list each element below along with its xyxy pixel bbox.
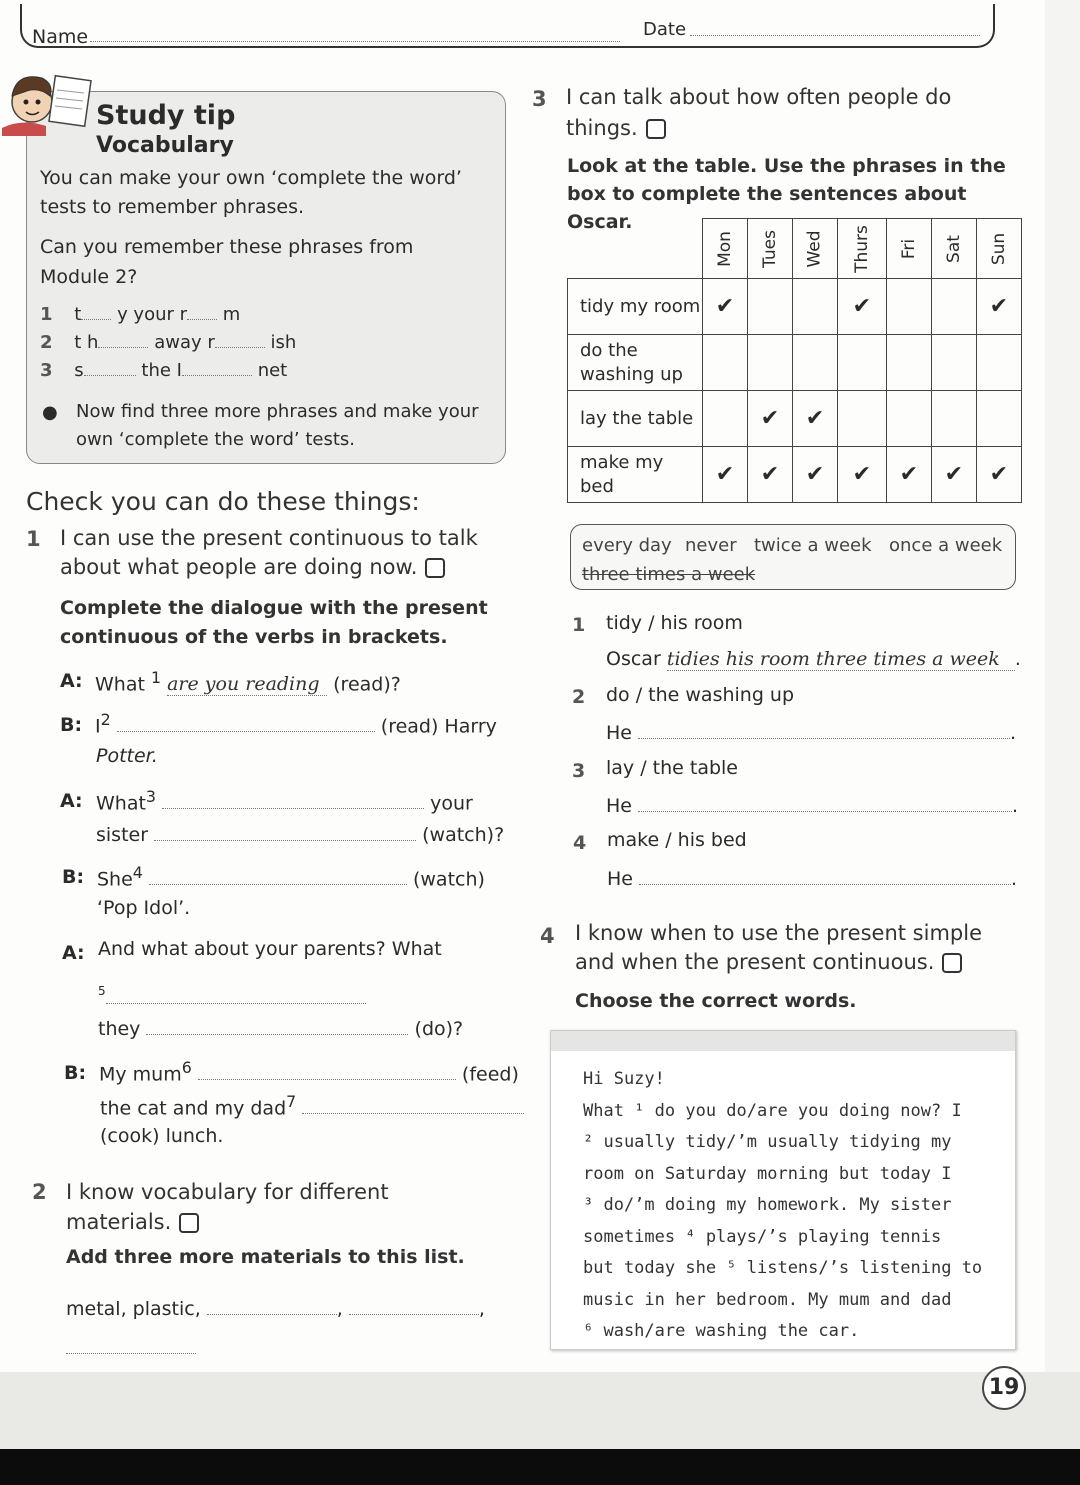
study-tip-item-1: 1 t y your r m <box>40 304 241 325</box>
empty-cell <box>886 335 931 391</box>
name-field[interactable] <box>90 24 620 42</box>
letter-line: ² usually tidy/’m usually tidying my <box>583 1132 952 1152</box>
dialogue-line-2-cont: Potter. <box>96 745 158 767</box>
speaker-a: A: <box>62 942 85 964</box>
sentence-2-field[interactable] <box>638 721 1010 739</box>
sentence-4-number: 4 <box>573 832 587 854</box>
empty-cell <box>976 391 1021 447</box>
activity-label: make my bed <box>568 447 703 503</box>
check-heading: Check you can do these things: <box>26 487 420 516</box>
scan-edge <box>0 1449 1080 1485</box>
letter-line: sometimes ⁴ plays/’s playing tennis <box>583 1226 942 1247</box>
blank[interactable] <box>187 319 217 320</box>
activity-label: lay the table <box>568 391 703 447</box>
day-mon: Mon <box>703 219 748 279</box>
tick-mark: ✔ <box>886 447 931 503</box>
answer-7-field[interactable] <box>302 1094 524 1114</box>
date-field[interactable] <box>690 18 980 36</box>
letter-line: ⁶ wash/are washing the car. <box>583 1321 860 1341</box>
table-row <box>568 279 1022 335</box>
day-tues: Tues <box>748 219 793 279</box>
day-sun: Sun <box>976 219 1021 279</box>
bullet-icon: ● <box>42 402 58 423</box>
blank[interactable] <box>98 347 148 348</box>
study-tip-bullet: Now find three more phrases and make your own ‘complete the word’ tests. <box>76 401 479 450</box>
tick-mark: ✔ <box>703 279 748 335</box>
section-4-instruction: Choose the correct words. <box>575 990 857 1012</box>
activity-label: tidy my room <box>568 279 703 335</box>
section-4-number: 4 <box>540 924 555 948</box>
answer-5-field[interactable] <box>106 984 366 1004</box>
dialogue-line-6: My mum$^6$ (feed) <box>99 1058 519 1086</box>
tick-mark: ✔ <box>931 447 976 503</box>
blank[interactable] <box>182 375 252 376</box>
day-thurs: Thurs <box>838 219 887 279</box>
table-row <box>568 447 1022 503</box>
section-4-heading: I know when to use the present simple and when the present continuous. <box>575 921 982 974</box>
empty-cell <box>886 279 931 335</box>
phrase-never: never <box>685 535 737 556</box>
table-corner <box>568 219 703 279</box>
material-field-2[interactable] <box>349 1297 479 1315</box>
section-1-checkbox[interactable] <box>425 558 445 578</box>
tick-mark: ✔ <box>976 447 1021 503</box>
sentence-4-field[interactable] <box>639 867 1011 885</box>
empty-cell <box>703 335 748 391</box>
study-tip-title: Study tip <box>96 100 236 131</box>
day-fri: Fri <box>886 219 931 279</box>
dialogue-line-4: She$^4$ (watch) <box>97 863 485 891</box>
page-margin <box>0 1372 1080 1449</box>
section-1-instruction: Complete the dialogue with the present continuous of the verbs in brackets. <box>60 597 488 648</box>
activity-label: do the washing up <box>568 335 703 391</box>
phrase-every-day: every day <box>582 535 672 556</box>
material-field-3[interactable] <box>66 1336 196 1354</box>
blank[interactable] <box>215 347 265 348</box>
section-3-checkbox[interactable] <box>646 119 666 139</box>
empty-cell <box>838 335 887 391</box>
sentence-2-number: 2 <box>572 686 586 708</box>
letter-line: room on Saturday morning but today I <box>583 1163 952 1184</box>
speaker-b: B: <box>64 1062 87 1084</box>
sentence-2-answer-line: He . <box>606 722 1017 744</box>
answer-6-field[interactable] <box>198 1060 456 1080</box>
letter-line: What ¹ do you do/are you doing now? I <box>583 1100 962 1121</box>
dialogue-line-3-cont: sister (watch)? <box>96 821 504 846</box>
page-number: 19 <box>982 1366 1026 1410</box>
letter-line: but today she ⁵ listens/’s listening to <box>583 1258 983 1278</box>
empty-cell <box>931 335 976 391</box>
sentence-2-prompt: do / the washing up <box>606 684 795 706</box>
dialogue-line-5-cont: they (do)? <box>98 1015 463 1040</box>
section-1-number: 1 <box>26 527 41 551</box>
sentence-3-field[interactable] <box>638 794 1012 812</box>
sentence-4-prompt: make / his bed <box>607 829 747 851</box>
section-2-instruction: Add three more materials to this list. <box>66 1246 465 1268</box>
tick-mark: ✔ <box>748 391 793 447</box>
day-wed: Wed <box>793 219 838 279</box>
study-tip-item-2: 2 t h away r ish <box>40 332 297 353</box>
answer-1: are you reading <box>167 673 327 696</box>
section-1-heading: I can use the present continuous to talk about what people are doing now. <box>60 526 478 579</box>
sentence-3-answer-line: He . <box>606 795 1019 817</box>
tick-mark: ✔ <box>748 447 793 503</box>
dialogue-line-5: And what about your parents? What <box>98 938 442 960</box>
section-3-number: 3 <box>532 87 547 111</box>
dialogue-line-6-cont: the cat and my dad$^7$ <box>100 1092 524 1119</box>
section-3-instruction: Look at the table. Use the phrases in the box to complete the sentences about Oscar. <box>567 155 1006 233</box>
table-row <box>568 391 1022 447</box>
study-tip-intro: You can make your own ‘complete the word’ tests to remember phrases. <box>40 167 462 218</box>
letter-text <box>583 1069 982 1353</box>
answer-3b-field[interactable] <box>154 821 416 841</box>
sentence-1-answer: tidies his room three times a week <box>667 648 1015 671</box>
girl-with-notepad-icon <box>2 66 94 136</box>
tick-mark: ✔ <box>703 447 748 503</box>
empty-cell <box>748 279 793 335</box>
empty-cell <box>931 279 976 335</box>
sentence-1-number: 1 <box>572 614 586 636</box>
letter-line: Hi Suzy! <box>583 1069 665 1089</box>
blank[interactable] <box>81 319 111 320</box>
blank[interactable] <box>84 375 136 376</box>
tick-mark: ✔ <box>976 279 1021 335</box>
answer-4-field[interactable] <box>149 865 407 885</box>
empty-cell <box>748 335 793 391</box>
dialogue-line-3: What$^3$ your <box>96 787 473 815</box>
letter-card <box>550 1030 1016 1350</box>
empty-cell <box>976 335 1021 391</box>
letter-line: music in her bedroom. My mum and dad <box>583 1289 952 1310</box>
dialogue-line-2: $I^2$ (read) Harry <box>95 710 497 738</box>
date-label: Date <box>643 19 687 40</box>
tick-mark: ✔ <box>838 447 887 503</box>
empty-cell <box>838 391 887 447</box>
tick-mark: ✔ <box>793 391 838 447</box>
table-row <box>568 335 1022 391</box>
empty-cell <box>931 391 976 447</box>
empty-cell <box>793 279 838 335</box>
tick-mark: ✔ <box>838 279 887 335</box>
answer-2-field[interactable] <box>117 712 375 732</box>
sentence-1-prompt: tidy / his room <box>606 612 743 634</box>
section-3-heading: I can talk about how often people do things. <box>566 85 952 140</box>
name-label: Name <box>32 26 89 48</box>
dialogue-line-4-cont: ‘Pop Idol’. <box>97 897 191 919</box>
dialogue-line-1: What $^1$ are you reading (read)? <box>95 668 401 696</box>
answer-3-field[interactable] <box>162 789 424 809</box>
study-tip-question: Can you remember these phrases from Module 2? <box>40 236 414 288</box>
sentence-1-answer-line: Oscar tidies his room three times a week . <box>606 648 1021 670</box>
materials-list: metal, plastic, , , <box>66 1298 485 1320</box>
sentence-3-number: 3 <box>572 760 586 782</box>
letter-header-strip <box>551 1031 1015 1051</box>
sentence-4-answer-line: He . <box>607 868 1018 890</box>
phrase-once-a-week: once a week <box>889 535 1003 556</box>
dialogue-line-6-end: (cook) lunch. <box>100 1125 224 1147</box>
section-2-number: 2 <box>32 1180 47 1204</box>
speaker-b: B: <box>60 714 83 736</box>
empty-cell <box>793 335 838 391</box>
material-field-1[interactable] <box>207 1297 337 1315</box>
study-tip-item-3: 3 s the I net <box>40 360 288 381</box>
speaker-b: B: <box>62 866 85 888</box>
answer-5b-field[interactable] <box>146 1015 408 1035</box>
section-4-checkbox[interactable] <box>942 953 962 973</box>
answer-5-number: 5 <box>98 984 106 998</box>
phrase-three-times-a-week: three times a week <box>582 564 756 585</box>
section-2-heading: I know vocabulary for different materials. <box>66 1180 389 1234</box>
section-2-checkbox[interactable] <box>179 1213 199 1233</box>
study-tip-subtitle: Vocabulary <box>96 133 234 158</box>
empty-cell <box>703 391 748 447</box>
schedule-table <box>567 218 1022 503</box>
sentence-3-prompt: lay / the table <box>606 757 738 779</box>
day-sat: Sat <box>931 219 976 279</box>
phrase-box <box>570 524 1016 590</box>
speaker-a: A: <box>60 790 83 812</box>
phrase-twice-a-week: twice a week <box>754 535 872 556</box>
letter-line: ³ do/’m doing my homework. My sister <box>583 1195 952 1215</box>
speaker-a: A: <box>60 670 83 692</box>
empty-cell <box>886 391 931 447</box>
tick-mark: ✔ <box>793 447 838 503</box>
